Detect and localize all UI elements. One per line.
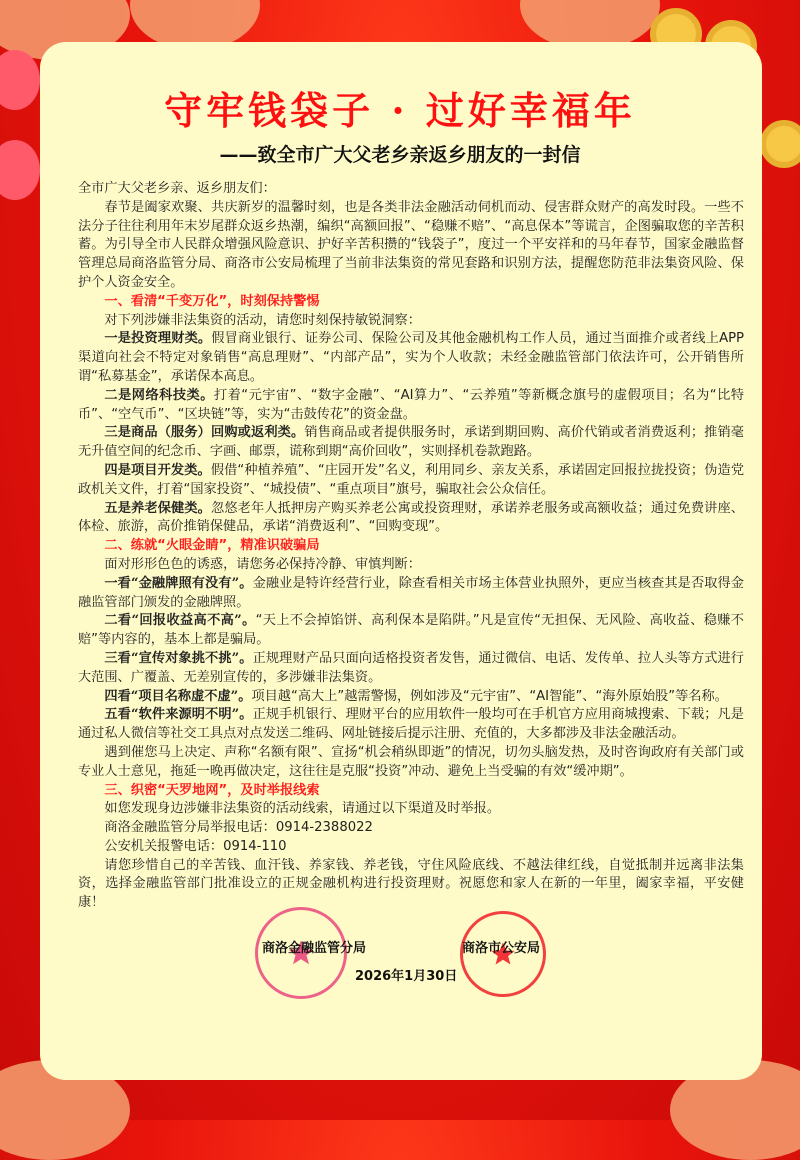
item-text: 项目越“高大上”越需警惕，例如涉及“元宇宙”、“AI智能”、“海外原始股”等名称。 <box>251 688 728 704</box>
item-text: 正规手机银行、理财平台的应用软件一般均可在手机官方应用商城搜索、下载；凡是通过私人微信等社交工具点对点发送二维码、网址链接后提示注册、充值的，大多都涉及非法金融活动。 <box>78 707 744 742</box>
item-lead: 二是网络科技类。 <box>104 387 214 403</box>
list-item <box>78 500 744 538</box>
page-subtitle: ——致全市广大父老乡亲返乡朋友的一封信 <box>219 144 581 166</box>
signature-block <box>78 921 744 987</box>
letter-date: 2026年1月30日 <box>355 969 458 985</box>
paragraph: 对下列涉嫌非法集资的活动，请您时刻保持敏锐洞察： <box>104 312 421 328</box>
item-text: 忽悠老年人抵押房产购买养老公寓或投资理财，承诺养老服务或高额收益；通过免费讲座、体检、旅游，高价推销保健品，承诺“消费返利”、“回购变现”。 <box>78 500 744 535</box>
item-lead: 五看“软件来源明不明”。 <box>104 707 253 723</box>
section-heading: 一、看清“千变万化”，时刻保持警惕 <box>104 293 320 309</box>
intro-paragraph: 春节是阖家欢聚、共庆新岁的温馨时刻，也是各类非法金融活动伺机而动、侵害群众财产的高发时段。一些不法分子往往利用年末岁尾群众返乡热潮，编织“高额回报”、“稳赚不赔”、“高息保本”等谎言，企图骗取您的辛苦积蓄。为引导全市人民群众增强风险意识、护好辛苦积攒的“钱袋子”，度过一个平安祥和的马年春节，国家金融监督管理总局商洛监管分局、商洛市公安局梳理了当前非法集资的常见套路和识别方法，提醒您防范非法集资风险、保护个人资金安全。 <box>78 199 744 290</box>
item-text: 打着“元宇宙”、“数字金融”、“AI算力”、“云养殖”等新概念旗号的虚假项目；名为“比特币”、“空气币”、“区块链”等，实为“击鼓传花”的资金盘。 <box>78 387 745 422</box>
item-lead: 四是项目开发类。 <box>104 462 211 478</box>
item-text: 正规理财产品只面向适格投资者发售，通过微信、电话、发传单、拉人头等方式进行大范围、广覆盖、无差别宣传的，多涉嫌非法集资。 <box>78 650 744 685</box>
item-lead: 五是养老保健类。 <box>104 500 212 516</box>
paragraph: 面对形形色色的诱惑，请您务必保持冷静、审慎判断： <box>104 556 421 572</box>
list-item <box>78 612 744 650</box>
list-item <box>78 706 744 744</box>
list-item <box>78 575 744 613</box>
signature-police: 商洛市公安局 <box>462 941 541 957</box>
list-item <box>78 424 744 462</box>
list-item <box>78 650 744 688</box>
item-lead: 三看“宣传对象挑不挑”。 <box>104 650 253 666</box>
signature-regulator: 商洛金融监管分局 <box>262 941 367 957</box>
page-title: 守牢钱袋子 · 过好幸福年 <box>164 88 636 133</box>
item-lead: 四看“项目名称虚不虚”。 <box>104 688 252 704</box>
hotline-regulator: 商洛金融监管分局举报电话：0914-2388022 <box>104 820 373 836</box>
item-text: “天上不会掉馅饼、高利保本是陷阱。”凡是宣传“无担保、无风险、高收益、稳赚不赔”等内容的，基本上都是骗局。 <box>78 613 744 648</box>
letter-body <box>78 180 744 987</box>
item-text: 假冒商业银行、证券公司、保险公司及其他金融机构工作人员，通过当面推介或者线上APP渠道向社会不特定对象销售“高息理财”、“内部产品”，实为个人收款；未经金融监管部门依法许可，公开销售所谓“私募基金”，承诺保本高息。 <box>78 331 744 384</box>
item-lead: 一看“金融牌照有没有”。 <box>104 575 253 591</box>
section-heading: 二、练就“火眼金睛”，精准识破骗局 <box>104 538 320 554</box>
greeting: 全市广大父老乡亲、返乡朋友们： <box>78 181 276 196</box>
list-item <box>78 462 744 500</box>
list-item <box>78 688 744 707</box>
list-item <box>78 330 744 386</box>
item-lead: 三是商品（服务）回购或返利类。 <box>104 425 305 441</box>
hotline-police: 公安机关报警电话：0914-110 <box>104 838 287 854</box>
paragraph: 如您发现身边涉嫌非法集资的活动线索，请通过以下渠道及时举报。 <box>104 801 501 817</box>
item-text: 销售商品或者提供服务时，承诺到期回购、高价代销或者消费返利；推销毫无升值空间的纪念币、字画、邮票，谎称到期“高价回收”，实则择机卷款跑路。 <box>78 425 744 460</box>
item-lead: 二看“回报收益高不高”。 <box>104 613 256 629</box>
item-lead: 一是投资理财类。 <box>104 331 212 347</box>
list-item <box>78 387 744 425</box>
section-heading: 三、织密“天罗地网”，及时举报线索 <box>104 782 320 798</box>
item-text: 金融业是特许经营行业，除查看相关市场主体营业执照外，更应当核查其是否取得金融监管部门颁发的金融牌照。 <box>78 575 744 610</box>
closing-paragraph: 请您珍惜自己的辛苦钱、血汗钱、养家钱、养老钱，守住风险底线、不越法律红线，自觉抵制并远离非法集资，选择金融监管部门批准设立的正规金融机构进行投资理财。祝愿您和家人在新的一年里，阖家幸福，平安健康！ <box>78 857 744 911</box>
paragraph: 遇到催您马上决定、声称“名额有限”、宣扬“机会稍纵即逝”的情况，切勿头脑发热，及时咨询政府有关部门或专业人士意见，拖延一晚再做决定，这往往是克服“投资”冲动、避免上当受骗的有效“缓冲期”。 <box>78 744 744 779</box>
item-text: 假借“种植养殖”、“庄园开发”名义，利用同乡、亲友关系，承诺固定回报拉拢投资；伪造党政机关文件，打着“国家投资”、“城投债”、“重点项目”旗号，骗取社会公众信任。 <box>78 462 745 497</box>
